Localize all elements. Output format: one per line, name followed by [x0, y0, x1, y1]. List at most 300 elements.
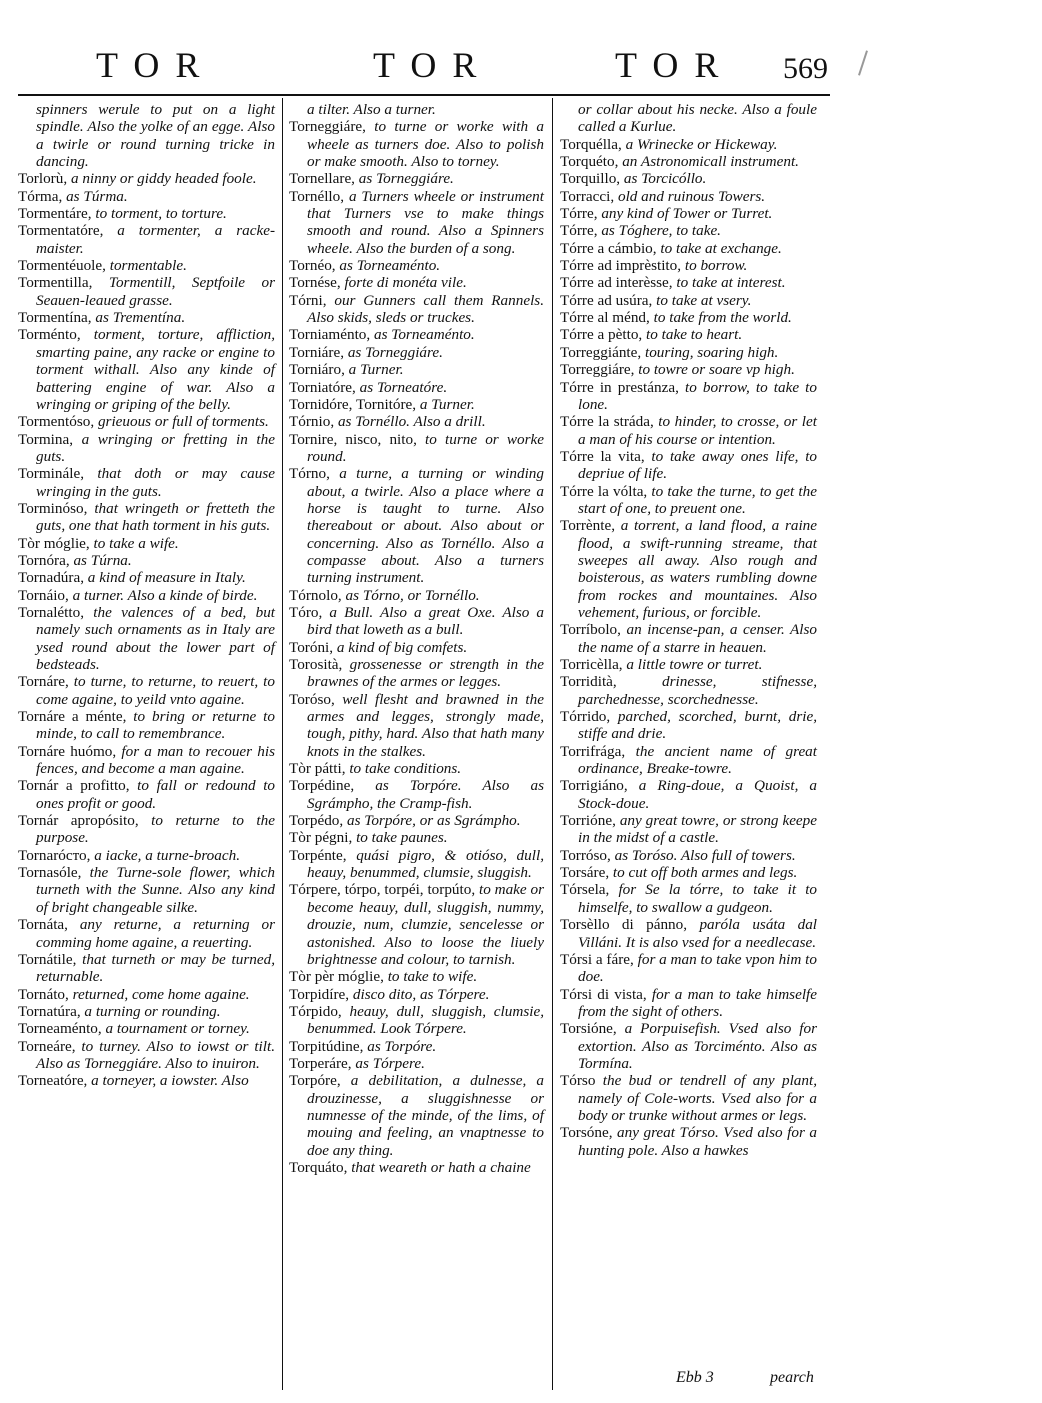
- headword: Torreggiánte,: [560, 343, 642, 361]
- headword: Torpénte,: [289, 846, 347, 864]
- dictionary-entry: [560, 326, 817, 343]
- definition: an Astronomicall instrument.: [622, 153, 799, 171]
- headword: Tornáre huómo,: [18, 742, 117, 760]
- definition: a Bull. Also a great Oxe. Also a bird that loweth as a bull.: [307, 603, 544, 639]
- dictionary-entry: [18, 500, 275, 535]
- dictionary-entry: [289, 691, 544, 760]
- dictionary-entry: [18, 257, 275, 274]
- headword: Tornáta,: [18, 916, 68, 934]
- headword: Tórso: [560, 1072, 596, 1090]
- headword: Torquáto,: [289, 1158, 348, 1176]
- definition: a Turners wheele or instrument that Turners vse to make things smooth and round. Also a Spinners wheele. Also the burden of a song.: [307, 187, 544, 257]
- headword: Toróso,: [289, 690, 335, 708]
- definition: torment, torture, affliction, smarting paine, any racke or engine to torment withall. Also any kinde of battering engine of war. Also a wringing or griping of the belly.: [36, 326, 276, 413]
- dictionary-entry: [18, 587, 275, 604]
- headword: Torsióne,: [560, 1020, 617, 1038]
- definition: a tormenter, a racke-maister.: [36, 222, 275, 257]
- dictionary-entry: [18, 465, 275, 500]
- definition: a turne, a turning or winding about, a twirle. Also a place where a horse is taught to turne. Also thereabout or about. Also about or concerning. Also as Tornéllo. Also a compasse about. Also a turners turning instrument.: [307, 465, 544, 587]
- headword: Torménto,: [18, 326, 81, 344]
- definition: any kind of Tower or Turret.: [601, 205, 773, 223]
- margin-mark: [858, 50, 868, 75]
- definition: drinesse, stifnesse, parchednesse, scorchednesse.: [578, 673, 817, 708]
- dictionary-entry: [289, 413, 544, 430]
- definition: heauy, dull, sluggish, clumsie, benummed. Look Tórpere.: [307, 1002, 544, 1038]
- dictionary-entry: [560, 1020, 817, 1072]
- dictionary-entry: [289, 604, 544, 639]
- definition: the ancient name of great ordinance, Breake-towre.: [578, 742, 817, 778]
- headword: Tórre la vólta,: [560, 482, 648, 500]
- headword: Tornár a profitto,: [18, 777, 130, 795]
- dictionary-entry: [560, 379, 817, 414]
- definition: that wringeth or fretteth the guts, one that hath torment in his guts.: [36, 499, 275, 535]
- column-3: [560, 101, 817, 1159]
- headword: Tórre in prestánza,: [560, 378, 679, 396]
- definition: as Torpóre, or as Sgrámpho.: [346, 812, 521, 830]
- running-head-left: TOR: [96, 45, 216, 85]
- dictionary-entry: [560, 483, 817, 518]
- dictionary-entry: [560, 292, 817, 309]
- headword: Tórre,: [560, 222, 598, 240]
- definition: to bring or returne to minde, to call to remembrance.: [36, 708, 275, 743]
- definition: tormentable.: [109, 257, 187, 275]
- headword: Torquéto,: [560, 153, 619, 171]
- dictionary-entry: [18, 743, 275, 778]
- headword: Torreggiáre,: [560, 361, 635, 379]
- signature-mark: Ebb 3: [676, 1369, 714, 1386]
- definition: an incense-pan, a censer. Also the name of a starre in heauen.: [578, 621, 818, 656]
- dictionary-entry: [18, 673, 275, 708]
- definition: for Se la tórre, to take it to himselfe, to swallow a gudgeon.: [578, 881, 818, 916]
- definition: to take to wife.: [387, 968, 478, 986]
- headword: Tornáio,: [18, 586, 69, 604]
- dictionary-entry: [560, 309, 817, 326]
- header-rule: [18, 94, 830, 96]
- definition: the valences of a bed, but namely such ornaments as in Italy are ysed round about the lower part of bedsteads.: [36, 603, 276, 673]
- dictionary-entry: [560, 101, 817, 136]
- definition: to take at interest.: [676, 274, 786, 292]
- headword: Tornáto,: [18, 985, 69, 1003]
- dictionary-entry: [560, 170, 817, 187]
- definition: as Toróso. Also full of towers.: [614, 846, 796, 864]
- headword: Tornasóle,: [18, 864, 82, 882]
- definition: a iacke, a turne-broach.: [94, 846, 241, 864]
- headword: Torniaménto,: [289, 326, 371, 344]
- definition: a kind of big comfets.: [336, 638, 468, 656]
- headword: Tormentóso,: [18, 413, 95, 431]
- dictionary-entry: [18, 552, 275, 569]
- definition: for a man to take himselfe from the sight of others.: [578, 985, 817, 1020]
- definition: to take the turne, to get the start of one, to preuent one.: [578, 482, 817, 517]
- headword: Tornáre a ménte,: [18, 708, 127, 726]
- headword: Torlorù,: [18, 170, 68, 188]
- definition: to take a wife.: [93, 534, 179, 552]
- definition: as Tórpere.: [355, 1054, 425, 1072]
- dictionary-entry: [18, 413, 275, 430]
- dictionary-entry: [289, 1003, 544, 1038]
- definition: spinners werule to put on a light spindle. Also the yolke of an egge. Also a twirle or round turning tricke in dancing.: [36, 101, 275, 171]
- headword: Torridità,: [560, 673, 617, 691]
- headword: Torneaménto,: [18, 1020, 102, 1038]
- dictionary-entry: [289, 188, 544, 257]
- running-head: [18, 44, 828, 94]
- headword: Tornatúra,: [18, 1002, 81, 1020]
- definition: grossenesse or strength in the brawnes of the armes or legges.: [307, 656, 544, 691]
- dictionary-entry: [18, 951, 275, 986]
- dictionary-entry: [18, 326, 275, 413]
- definition: to borrow.: [684, 257, 748, 275]
- column-rule-right: [552, 98, 553, 1390]
- dictionary-entry: [560, 881, 817, 916]
- definition: as Torneatóre.: [359, 378, 448, 396]
- headword: Tornáre,: [18, 673, 69, 691]
- dictionary-entry: [560, 448, 817, 483]
- headword: Torsèllo di pánno,: [560, 916, 688, 934]
- dictionary-entry: [18, 986, 275, 1003]
- headword: Toróni,: [289, 638, 334, 656]
- dictionary-entry: [289, 968, 544, 985]
- column-rule-left: [282, 98, 283, 1390]
- definition: a torrent, a land flood, a raine flood, a swift-running streame, that sweepes all away. Also rough and boisterous, as waters rumbling downe from rockes and mountaines. Also vehement, furious, or forcible.: [578, 517, 817, 621]
- headword: Tórre ad interèsse,: [560, 274, 673, 292]
- definition: as Torneggiáre.: [358, 170, 454, 188]
- definition: that doth or may cause wringing in the guts.: [36, 465, 276, 500]
- dictionary-entry: [18, 1020, 275, 1037]
- dictionary-entry: [289, 1055, 544, 1072]
- definition: a Turner.: [348, 361, 404, 379]
- headword: Tornidóre, Tornitóre,: [289, 395, 417, 413]
- dictionary-entry: [289, 431, 544, 466]
- definition: any great Tórso. Vsed also for a hunting pole. Also a hawkes: [578, 1124, 817, 1159]
- headword: Tornóra,: [18, 551, 70, 569]
- headword: Tornése,: [289, 274, 341, 292]
- column-2: [289, 101, 544, 1176]
- headword: Tormentáre,: [18, 205, 92, 223]
- dictionary-entry: [289, 118, 544, 170]
- headword: Tórni,: [289, 291, 327, 309]
- dictionary-entry: [560, 986, 817, 1021]
- headword: Torróso,: [560, 846, 611, 864]
- dictionary-entry: [289, 361, 544, 378]
- headword: Tórre ad imprèstito,: [560, 257, 682, 275]
- definition: returned, come home againe.: [72, 985, 250, 1003]
- definition: our Gunners call them Rannels. Also skids, sleds or truckes.: [307, 291, 545, 327]
- dictionary-entry: [18, 1003, 275, 1020]
- dictionary-entry: [289, 257, 544, 274]
- definition: a little towre or turret.: [626, 656, 763, 673]
- definition: to make or become heauy, dull, sluggish, nummy, drouzie, num, clumzie, sencelesse or astonished. Also to loose the liuely brightnesse and colour, to tarnish.: [307, 881, 545, 968]
- dictionary-entry: [289, 379, 544, 396]
- headword: Tornaróсто,: [18, 846, 91, 864]
- headword: Tormentilla,: [18, 274, 93, 292]
- dictionary-entry: [560, 205, 817, 222]
- dictionary-entry: [560, 413, 817, 448]
- dictionary-entry: [560, 743, 817, 778]
- dictionary-entry: [289, 292, 544, 327]
- definition: a kind of measure in Italy.: [87, 569, 246, 587]
- definition: old and ruinous Towers.: [617, 187, 766, 205]
- definition: as Tórno, or Tornéllo.: [345, 586, 480, 604]
- headword: Tornátile,: [18, 950, 77, 968]
- definition: a tilter. Also a turner.: [307, 101, 436, 118]
- headword: Tornire, nisco, nito,: [289, 430, 417, 448]
- definition: to take to heart.: [646, 326, 743, 344]
- dictionary-entry: [289, 587, 544, 604]
- dictionary-entry: [18, 431, 275, 466]
- headword: Torosità,: [289, 656, 343, 673]
- headword: Torrènte,: [560, 517, 616, 535]
- headword: Torrióne,: [560, 812, 616, 830]
- headword: Torniatóre,: [289, 378, 356, 396]
- definition: as Torneaménto.: [373, 326, 475, 344]
- dictionary-entry: [18, 188, 275, 205]
- dictionary-entry: [18, 847, 275, 864]
- headword: Tórnolo,: [289, 586, 342, 604]
- headword: Tornadúra,: [18, 569, 84, 587]
- dictionary-entry: [289, 812, 544, 829]
- headword: Torniáro,: [289, 361, 345, 379]
- headword: Tórrido,: [560, 708, 611, 726]
- headword: Tornéo,: [289, 257, 336, 275]
- dictionary-entry: [289, 777, 544, 812]
- dictionary-entry: [18, 535, 275, 552]
- dictionary-entry: [560, 864, 817, 881]
- dictionary-entry: [560, 188, 817, 205]
- definition: to take at exchange.: [660, 239, 782, 257]
- headword: Tormina,: [18, 430, 74, 448]
- headword: Torneggiáre,: [289, 118, 366, 136]
- headword: Tórre a cámbio,: [560, 239, 657, 257]
- dictionary-entry: [560, 656, 817, 673]
- definition: to towre or soare vp high.: [638, 361, 795, 379]
- dictionary-entry: [289, 465, 544, 586]
- headword: Torricèlla,: [560, 656, 623, 673]
- dictionary-entry: [560, 274, 817, 291]
- headword: Tórre la stráda,: [560, 413, 654, 431]
- dictionary-entry: [289, 1159, 544, 1176]
- dictionary-entry: [560, 153, 817, 170]
- dictionary-entry: [289, 396, 544, 413]
- dictionary-entry: [289, 274, 544, 291]
- headword: Torpóre,: [289, 1072, 341, 1090]
- headword: Tórpere, tórpo, torpéi, torpúto,: [289, 881, 476, 899]
- dictionary-entry: [560, 951, 817, 986]
- definition: paróla usáta dal Villáni. It is also vsed for a needlecase.: [578, 916, 818, 951]
- dictionary-entry: [560, 222, 817, 239]
- headword: Torsáre,: [560, 864, 610, 882]
- definition: as Torpóre.: [367, 1037, 437, 1055]
- definition: a Porpuisefish. Vsed also for extortion. Also as Torciménto. Also as Tormína.: [578, 1020, 817, 1072]
- headword: Torríbolo,: [560, 621, 621, 639]
- definition: to torment, to torture.: [95, 205, 227, 223]
- dictionary-entry: [18, 1038, 275, 1073]
- definition: to turne, to returne, to reuert, to come againe, to yeild vnto againe.: [36, 673, 275, 708]
- headword: Tórno,: [289, 465, 330, 483]
- dictionary-entry: [560, 517, 817, 621]
- definition: to hinder, to crosse, or let a man of his course or intention.: [578, 413, 817, 448]
- headword: Tórsi a fáre,: [560, 950, 634, 968]
- definition: a Turner.: [419, 395, 475, 413]
- dictionary-entry: [18, 569, 275, 586]
- headword: Tóro,: [289, 603, 323, 621]
- definition: as Torneaménto.: [339, 257, 441, 275]
- dictionary-entry: [18, 101, 275, 170]
- running-head-right: TOR: [615, 45, 735, 85]
- definition: as Tornéllo. Also a drill.: [337, 413, 486, 431]
- definition: forte di monéta vile.: [344, 274, 467, 292]
- dictionary-entry: [289, 1038, 544, 1055]
- headword: Torniáre,: [289, 343, 345, 361]
- definition: a ninny or giddy headed foole.: [70, 170, 257, 188]
- dictionary-entry: [560, 916, 817, 951]
- dictionary-entry: [18, 222, 275, 257]
- headword: Tormentéuole,: [18, 257, 106, 275]
- definition: a debilitation, a dulnesse, a drouzinesse, a sluggishnesse or numnesse of the minde, of the lims, of mouing and feeling, an vnaptnesse to doe any thing.: [307, 1072, 544, 1159]
- headword: Tórnio,: [289, 413, 335, 431]
- definition: grieuous or full of torments.: [97, 413, 269, 431]
- headword: Tòr pèr móglie,: [289, 968, 384, 986]
- definition: a tournament or torney.: [105, 1020, 250, 1038]
- dictionary-entry: [18, 205, 275, 222]
- definition: as Tóghere, to take.: [601, 222, 721, 240]
- definition: as Torcicóllo.: [623, 170, 707, 188]
- dictionary-entry: [289, 344, 544, 361]
- dictionary-entry: [560, 136, 817, 153]
- headword: Tórsi di vista,: [560, 985, 647, 1003]
- definition: that turneth or may be turned, returnable.: [36, 950, 275, 986]
- headword: Torperáre,: [289, 1054, 352, 1072]
- definition: to borrow, to take to lone.: [578, 378, 817, 413]
- dictionary-entry: [289, 760, 544, 777]
- headword: Tòr pátti,: [289, 760, 346, 778]
- headword: Tòr pégni,: [289, 829, 353, 847]
- dictionary-entry: [289, 1072, 544, 1159]
- headword: Tornéllo,: [289, 187, 345, 205]
- dictionary-entry: [560, 777, 817, 812]
- definition: or collar about his necke. Also a foule called a Kurlue.: [578, 101, 817, 136]
- definition: as Torpóre. Also as Sgrámpho, the Cramp-fish.: [307, 777, 544, 812]
- definition: for a man to recouer his fences, and become a man againe.: [36, 742, 275, 778]
- definition: as Túrma.: [66, 187, 128, 205]
- dictionary-entry: [289, 639, 544, 656]
- definition: Tormentill, Septfoile or Seauen-leaued grasse.: [36, 274, 276, 309]
- dictionary-entry: [560, 1124, 817, 1159]
- dictionary-entry: [560, 847, 817, 864]
- dictionary-entry: [560, 344, 817, 361]
- dictionary-entry: [18, 1072, 275, 1089]
- running-head-center: TOR: [373, 45, 493, 85]
- definition: to fall or redound to ones profit or good.: [36, 777, 276, 812]
- headword: Tórsela,: [560, 881, 610, 899]
- definition: the bud or tendrell of any plant, namely of Cole-worts. Vsed also for a body or trunke without armes or legs.: [578, 1072, 817, 1124]
- headword: Torpidíre,: [289, 985, 350, 1003]
- headword: Torrifrága,: [560, 742, 626, 760]
- definition: for a man to take vpon him to doe.: [578, 950, 817, 986]
- definition: a turning or rounding.: [84, 1002, 221, 1020]
- headword: Torpédo,: [289, 812, 344, 830]
- headword: Tórma,: [18, 187, 63, 205]
- headword: Tòr móglie,: [18, 534, 90, 552]
- headword: Torquillo,: [560, 170, 621, 188]
- headword: Tórre,: [560, 205, 598, 223]
- dictionary-entry: [18, 916, 275, 951]
- headword: Tórpido,: [289, 1002, 342, 1020]
- headword: Torpitúdine,: [289, 1037, 364, 1055]
- dictionary-entry: [560, 708, 817, 743]
- column-1: [18, 101, 275, 1090]
- dictionary-entry: [289, 986, 544, 1003]
- headword: Tórre al ménd,: [560, 309, 650, 327]
- definition: to turne or worke with a wheele as turners doe. Also to polish or make smooth. Also to torney.: [307, 118, 545, 171]
- dictionary-entry: [560, 812, 817, 847]
- definition: a torneyer, a iowster. Also: [91, 1072, 249, 1090]
- headword: Torrigiáno,: [560, 777, 628, 795]
- dictionary-entry: [289, 829, 544, 846]
- headword: Torquélla,: [560, 135, 622, 153]
- dictionary-entry: [289, 170, 544, 187]
- dictionary-entry: [18, 274, 275, 309]
- dictionary-entry: [18, 864, 275, 916]
- definition: as Túrna.: [73, 551, 132, 569]
- definition: a wringing or fretting in the guts.: [36, 430, 275, 465]
- dictionary-entry: [18, 170, 275, 187]
- headword: Tormentína,: [18, 309, 92, 327]
- definition: a Ring-doue, a Quoist, a Stock-doue.: [578, 777, 817, 812]
- definition: quási pigro, & otióso, dull, heauy, benummed, clumsie, sluggish.: [307, 846, 544, 882]
- definition: any great towre, or strong keepe in the midst of a castle.: [578, 812, 818, 847]
- definition: disco dito, as Tórpere.: [352, 985, 490, 1003]
- dictionary-entry: [18, 604, 275, 673]
- dictionary-entry: [18, 309, 275, 326]
- dictionary-entry: [560, 240, 817, 257]
- definition: as Trementína.: [95, 309, 186, 327]
- dictionary-entry: [560, 257, 817, 274]
- dictionary-entry: [289, 847, 544, 882]
- definition: to take from the world.: [653, 309, 792, 327]
- definition: to take away ones life, to depriue of life.: [578, 447, 818, 483]
- definition: to take conditions.: [349, 760, 462, 778]
- page-number: 569: [783, 52, 828, 85]
- headword: Tórre la vita,: [560, 447, 645, 465]
- definition: well flesht and brawned in the armes and legges, strongly made, tough, pithy, hard. Also that hath many knots in the stalkes.: [307, 690, 544, 760]
- dictionary-entry: [18, 777, 275, 812]
- headword: Tornalétto,: [18, 603, 84, 621]
- dictionary-entry: [560, 673, 817, 708]
- definition: a Wrinecke or Hickeway.: [625, 135, 778, 153]
- headword: Torneatóre,: [18, 1072, 88, 1090]
- headword: Torminále,: [18, 465, 84, 483]
- headword: Torpédine,: [289, 777, 355, 795]
- definition: to cut off both armes and legs.: [612, 864, 798, 882]
- headword: Tórre a pètto,: [560, 326, 643, 344]
- definition: that weareth or hath a chaine: [351, 1158, 531, 1176]
- definition: the Turne-sole flower, which turneth with the Sunne. Also any kind of bright changeable silke.: [36, 864, 275, 916]
- headword: Tornellare,: [289, 170, 355, 188]
- dictionary-entry: [560, 621, 817, 656]
- definition: to turne or worke round.: [307, 430, 544, 465]
- definition: as Torneggiáre.: [347, 343, 443, 361]
- definition: any returne, a returning or comming home againe, a reuerting.: [36, 916, 276, 951]
- headword: Torminóso,: [18, 499, 88, 517]
- headword: Torracci,: [560, 187, 615, 205]
- definition: a turner. Also a kinde of birde.: [72, 586, 258, 604]
- dictionary-entry: [289, 656, 544, 691]
- headword: Tórre ad usúra,: [560, 291, 653, 309]
- catchword: pearch: [770, 1369, 814, 1386]
- definition: to turney. Also to iowst or tilt. Also as Torneggiáre. Also to inuiron.: [36, 1037, 275, 1072]
- headword: Torneáre,: [18, 1037, 76, 1055]
- dictionary-entry: [560, 361, 817, 378]
